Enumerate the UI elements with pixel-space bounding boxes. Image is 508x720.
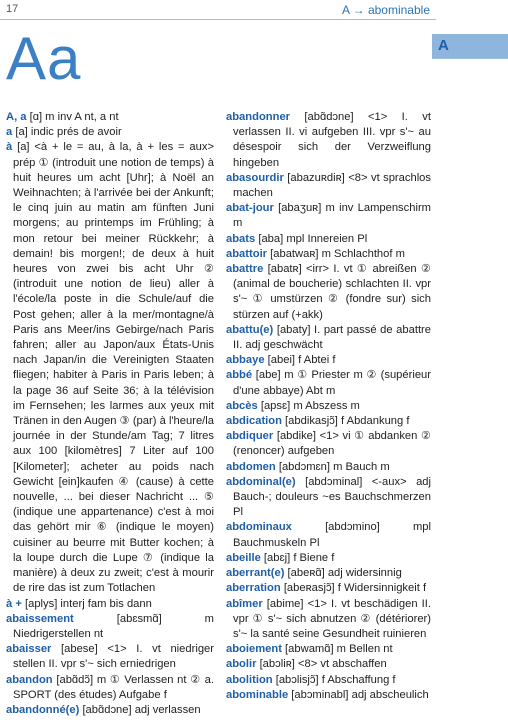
thumb-index-tab[interactable]: A [432, 34, 508, 58]
entry-body: [abei] f Abtei f [264, 354, 336, 367]
dictionary-entry [6, 703, 214, 718]
dictionary-entry [226, 520, 431, 550]
dictionary-entry [226, 429, 431, 459]
dictionary-entry [226, 551, 431, 566]
entry-body: [abdɔmɛn] m Bauch m [275, 460, 390, 473]
headword: abdominal(e) [226, 475, 296, 488]
entry-body: [abatʀ] <irr> I. vt ① abreißen ② (animal de boucherie) schlachten II. vpr s'~ ① umstürzen ② (fondre sur) sich stürzen auf (+akk) [233, 263, 431, 321]
headword: abattoir [226, 247, 268, 260]
entry-body: [apsɛ] m Abszess m [257, 399, 360, 412]
headword: A, a [6, 111, 27, 123]
entry-body: [abdɔmino] mpl Bauchmuskeln Pl [233, 521, 431, 549]
headword: abolition [226, 673, 273, 686]
dictionary-entry [6, 110, 214, 125]
headword: abasourdir [226, 171, 284, 184]
thumb-rule [432, 58, 508, 59]
entry-body: [abwamɑ̃] m Bellen nt [281, 643, 393, 656]
dictionary-entry [226, 247, 431, 262]
dictionary-entry [226, 657, 431, 672]
entry-body: [abeʀasjɔ̃] f Widersinnigkeit f [280, 582, 427, 595]
dictionary-entry [226, 399, 431, 414]
headword: a [6, 126, 13, 139]
dictionary-entry [226, 460, 431, 475]
dictionary-entry [6, 125, 214, 140]
dictionary-entry [226, 566, 431, 581]
entry-body: [aba] mpl Innereien Pl [255, 232, 368, 245]
headword: abandonné(e) [6, 703, 80, 716]
section-letter: Aa [6, 25, 82, 92]
headword: abdiquer [226, 430, 274, 443]
dictionary-entry [6, 597, 214, 612]
dictionary-entry [6, 642, 214, 672]
headword: abaisser [6, 643, 52, 656]
headword: à + [6, 597, 22, 610]
headword: abolir [226, 658, 257, 671]
entry-body: [abazuʀdiʀ] <8> vt sprachlos machen [233, 171, 431, 200]
headword: abbé [226, 369, 253, 382]
dictionary-entry [226, 642, 431, 657]
running-head: A → abominable [341, 3, 430, 17]
page-number: 17 [6, 3, 19, 15]
headword: abdominaux [226, 521, 292, 534]
entry-body: [abdɔminal] <-aux> adj Bauch-; douleurs ~es Bauchschmerzen Pl [233, 475, 431, 519]
dictionary-entry [226, 688, 431, 703]
dictionary-entry [226, 368, 431, 398]
entry-body: [abɔlisjɔ̃] f Abschaffung f [272, 673, 396, 686]
entry-body: [abdikasjɔ̃] f Abdankung f [281, 415, 410, 428]
header-rule [0, 19, 436, 20]
headword: abattre [226, 263, 264, 276]
entry-body: [abɔliʀ] <8> vt abschaffen [256, 658, 387, 671]
dictionary-entry [226, 414, 431, 429]
headword: abandonner [226, 111, 291, 123]
entry-body: [abime] <1> I. vt beschädigen II. vpr ① s'~ sich abnutzen ② (détériorer) s'~ la santé seine Gesundheit ruinieren [233, 597, 431, 640]
dictionary-entry [226, 475, 431, 521]
dictionary-entry [226, 353, 431, 368]
headword: abcès [226, 399, 258, 412]
dictionary-entry [226, 232, 431, 247]
entry-body: [abatwaʀ] m Schlachthof m [267, 247, 405, 260]
dictionary-entry [226, 171, 431, 201]
headword: abdication [226, 415, 282, 428]
left-column [6, 110, 214, 718]
dictionary-entry [226, 673, 431, 688]
headword: aberrant(e) [226, 567, 285, 580]
dictionary-entry [226, 323, 431, 353]
headword: aboiement [226, 643, 282, 656]
headword: abdomen [226, 460, 276, 473]
headword: abîmer [226, 597, 263, 610]
entry-body: [abese] <1> I. vt niedriger stellen II. vpr s'~ sich erniedrigen [13, 643, 214, 671]
entry-body: [aplys] interj fam bis dann [21, 597, 152, 610]
headword: abaissement [6, 612, 74, 625]
entry-body: [abɑ̃dɔne] adj verlassen [79, 703, 201, 716]
dictionary-entry [226, 581, 431, 596]
headword: abattu(e) [226, 323, 274, 336]
entry-body: [a] indic prés de avoir [12, 126, 122, 139]
dictionary-entry [226, 110, 431, 171]
headword: à [6, 141, 13, 154]
headword: abbaye [226, 354, 265, 367]
headword: abeille [226, 551, 261, 564]
entry-body: [abɑ̃dɔ̃] m ① Verlassen nt ② a. SPORT (des études) Aufgabe f [13, 673, 214, 701]
entry-body: [ɑ] m inv A nt, a nt [26, 111, 119, 123]
entry-body: [abɑ̃dɔne] <1> I. vt verlassen II. vi aufgeben III. vpr s'~ au désespoir sich der Verzweiflung hingeben [233, 111, 431, 169]
entry-body: [abɔminabl] adj abscheulich [288, 688, 429, 701]
dictionary-entry [226, 201, 431, 231]
headword: abominable [226, 688, 289, 701]
dictionary-entry [6, 612, 214, 642]
entry-body: [abaʒuʀ] m inv Lampenschirm m [233, 202, 431, 230]
entry-body: [abeʀɑ̃] adj widersinnig [284, 567, 402, 580]
entry-body: [abdike] <1> vi ① abdanken ② (renoncer) aufgeben [233, 430, 431, 458]
right-column [226, 110, 431, 703]
headword: abats [226, 232, 256, 245]
entry-body: [abɛsmɑ̃] m Niedrigerstellen nt [13, 612, 214, 640]
entry-body: [a] <à + le = au, à la, à + les = aux> prép ① (introduit une notion de temps) à huit heures um acht [Uhr]; à Noël an Weihnachten; à l'arrivée bei der Ankunft; le cinq juin au matin am fünften Juni morgens; au printemps im Frühling; à mon retour bei meiner Rückkehr; à demain! bis morgen!; de deux à huit heures von zwei bis acht Uhr ② (introduit une notion de lieu) aller à l'école/la poste in die Schule/auf die Post gehen; aller à la mer/montagne/à Paris ans Meer/ins Gebirge/nach Paris fahren; aller au Japon/aux États-Unis nach Japan/in die Vereinigten Staaten fliegen; habiter à Paris in Paris leben; à la page 36 auf Seite 36; à la télévision im Fernsehen; les larmes aux yeux mit Tränen in den Augen ③ (par) à l'heure/la journée in der Stunde/am Tag; 7 litres aux 100 [kilomètres] 7 Liter auf 100 [Kilometer]; acheter au poids nach Gewicht [ein]kaufen ④ (cause) à cette nouvelle, ... bei dieser Nachricht ... ⑤ (indique une appartenance) c'est à moi das gehört mir ⑥ (indique le moyen) cuisiner au beurre mit Butter kochen; à la loupe durch die Lupe ⑦ (indique la manière) à deux zu zweit; c'est à mourir de rire das ist zum Totlachen [12, 141, 214, 595]
dictionary-entry [226, 597, 431, 643]
headword: abandon [6, 673, 53, 686]
dictionary-entry [226, 262, 431, 323]
headword: aberration [226, 582, 281, 595]
dictionary-entry [6, 673, 214, 703]
entry-body: [abaty] I. part passé de abattre II. adj geschwächt [233, 323, 431, 352]
dictionary-entry [6, 140, 214, 596]
entry-body: [abe] m ① Priester m ② (supérieur d'une abbaye) Abt m [233, 369, 431, 397]
entry-body: [abɛj] f Biene f [260, 551, 335, 564]
headword: abat-jour [226, 202, 274, 215]
